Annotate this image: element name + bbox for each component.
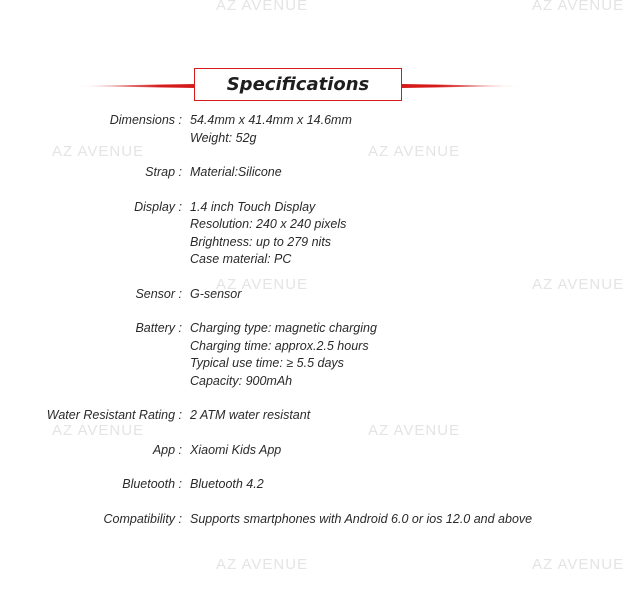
spec-value: Charging type: magnetic charging <box>190 321 377 335</box>
watermark-text: AZ AVENUE <box>368 422 461 439</box>
spec-value: 1.4 inch Touch Display <box>190 199 316 214</box>
watermark-text: AZ AVENUE <box>52 422 145 439</box>
spec-value: Brightness: up to 279 nits <box>190 234 332 249</box>
spec-label: Bluetooth : <box>122 477 182 491</box>
spec-label: Sensor : <box>135 286 182 301</box>
spec-value: 54.4mm x 41.4mm x 14.6mm <box>190 113 352 127</box>
spec-label: App : <box>152 442 182 457</box>
spec-row-strap <box>0 164 600 182</box>
spec-row-sensor <box>0 286 600 304</box>
spec-value: Capacity: 900mAh <box>190 373 293 388</box>
watermark-text: AZ AVENUE <box>52 143 145 160</box>
spec-value: Typical use time: ≥ 5.5 days <box>190 356 344 370</box>
spec-label: Display : <box>134 199 182 214</box>
spec-row-display <box>0 199 600 269</box>
spec-value: Charging time: approx.2.5 hours <box>190 338 369 353</box>
spec-value: Resolution: 240 x 240 pixels <box>190 217 347 231</box>
spec-row-water-resistance <box>0 407 600 425</box>
title-banner <box>0 66 600 104</box>
watermark-text: AZ AVENUE <box>216 556 309 573</box>
spec-value: Supports smartphones with Android 6.0 or ios 12.0 and above <box>190 511 533 526</box>
spec-label: Compatibility : <box>103 511 182 526</box>
spec-label: Battery : <box>135 321 182 335</box>
title-box <box>194 68 402 101</box>
spec-label: Strap : <box>145 165 182 179</box>
title-decoration-left <box>78 84 196 88</box>
spec-value: Weight: 52g <box>190 130 257 145</box>
spec-value: Material:Silicone <box>190 165 282 179</box>
spec-value: 2 ATM water resistant <box>190 408 311 422</box>
spec-row-app <box>0 442 600 460</box>
spec-label: Water Resistant Rating : <box>46 408 182 422</box>
spec-value: Bluetooth 4.2 <box>190 477 264 491</box>
spec-row-battery <box>0 320 600 390</box>
spec-label: Dimensions : <box>109 113 182 127</box>
spec-row-compatibility <box>0 511 600 529</box>
page-title: Specifications <box>226 74 370 95</box>
watermark-text: AZ AVENUE <box>216 276 309 293</box>
spec-value: Case material: PC <box>190 252 292 266</box>
spec-value: Xiaomi Kids App <box>190 442 282 457</box>
watermark-text: AZ AVENUE <box>368 143 461 160</box>
watermark-text: AZ AVENUE <box>532 0 624 14</box>
spec-list <box>0 112 600 545</box>
watermark-text: AZ AVENUE <box>532 556 624 573</box>
spec-row-bluetooth <box>0 476 600 494</box>
watermark-text: AZ AVENUE <box>532 276 624 293</box>
spec-value: G-sensor <box>190 286 242 301</box>
spec-row-dimensions <box>0 112 600 147</box>
watermark-text: AZ AVENUE <box>216 0 309 14</box>
title-decoration-right <box>402 84 520 88</box>
